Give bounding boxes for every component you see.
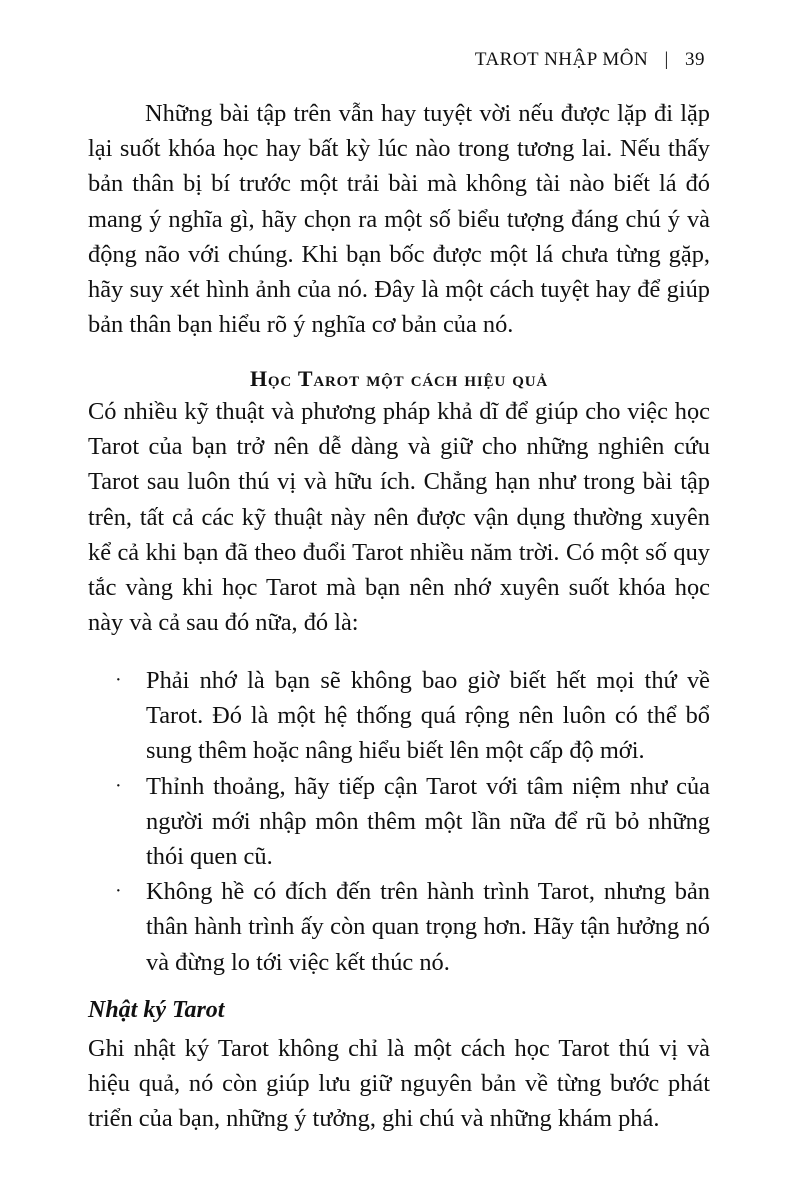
bullet-dot: · [115, 669, 122, 691]
sub-heading: Nhật ký Tarot [88, 997, 225, 1023]
bullet-dot: · [115, 880, 122, 903]
list-item [88, 769, 710, 875]
bullet-dot: · [115, 774, 122, 797]
list-item-text: Phải nhớ là bạn sẽ không bao giờ biết hết mọi thứ về Tarot. Đó là một hệ thống quá rộng nên luôn có thể bổ sung thêm hoặc nâng hiểu biết lên một cấp độ mới. [146, 667, 710, 765]
golden-rules-list [88, 663, 710, 980]
list-item [88, 663, 710, 769]
page-number: 39 [685, 49, 705, 70]
paragraph-exercises: Những bài tập trên vẫn hay tuyệt vời nếu được lặp đi lặp lại suốt khóa học hay bất kỳ lúc nào trong tương lai. Nếu thấy bản thân bị bí trước một trải bài mà không tài nào biết lá đó mang ý nghĩa gì, hãy chọn ra một số biểu tượng đáng chú ý và động não với chúng. Khi bạn bốc được một lá chưa từng gặp, hãy suy xét hình ảnh của nó. Đây là một cách tuyệt hay để giúp bản thân bạn hiểu rõ ý nghĩa cơ bản của nó. [88, 100, 710, 339]
paragraph-journal: Ghi nhật ký Tarot không chỉ là một cách học Tarot thú vị và hiệu quả, nó còn giúp lưu giữ nguyên bản về từng bước phát triển của bạn, những ý tưởng, ghi chú và những khám phá. [88, 1035, 710, 1133]
section-heading: Học Tarot một cách hiệu quả [250, 366, 548, 391]
list-item-text: Không hề có đích đến trên hành trình Tarot, nhưng bản thân hành trình ấy còn quan trọng hơn. Hãy tận hưởng nó và đừng lo tới việc kết thúc nó. [146, 878, 710, 976]
running-header [475, 49, 705, 71]
list-item-text: Thỉnh thoảng, hãy tiếp cận Tarot với tâm niệm như của người mới nhập môn thêm một lần nữa để rũ bỏ những thói quen cũ. [146, 772, 710, 871]
paragraph-techniques: Có nhiều kỹ thuật và phương pháp khả dĩ để giúp cho việc học Tarot của bạn trở nên dễ dàng và giữ cho những nghiên cứu Tarot sau luôn thú vị và hữu ích. Chẳng hạn như trong bài tập trên, tất cả các kỹ thuật này nên được vận dụng thường xuyên kể cả khi bạn đã theo đuổi Tarot nhiều năm trời. Có một số quy tắc vàng khi học Tarot mà bạn nên nhớ xuyên suốt khóa học này và cả sau đó nữa, đó là: [88, 398, 710, 637]
running-title: TAROT NHẬP MÔN [474, 49, 649, 70]
list-item [88, 874, 710, 980]
header-separator: | [664, 49, 669, 70]
